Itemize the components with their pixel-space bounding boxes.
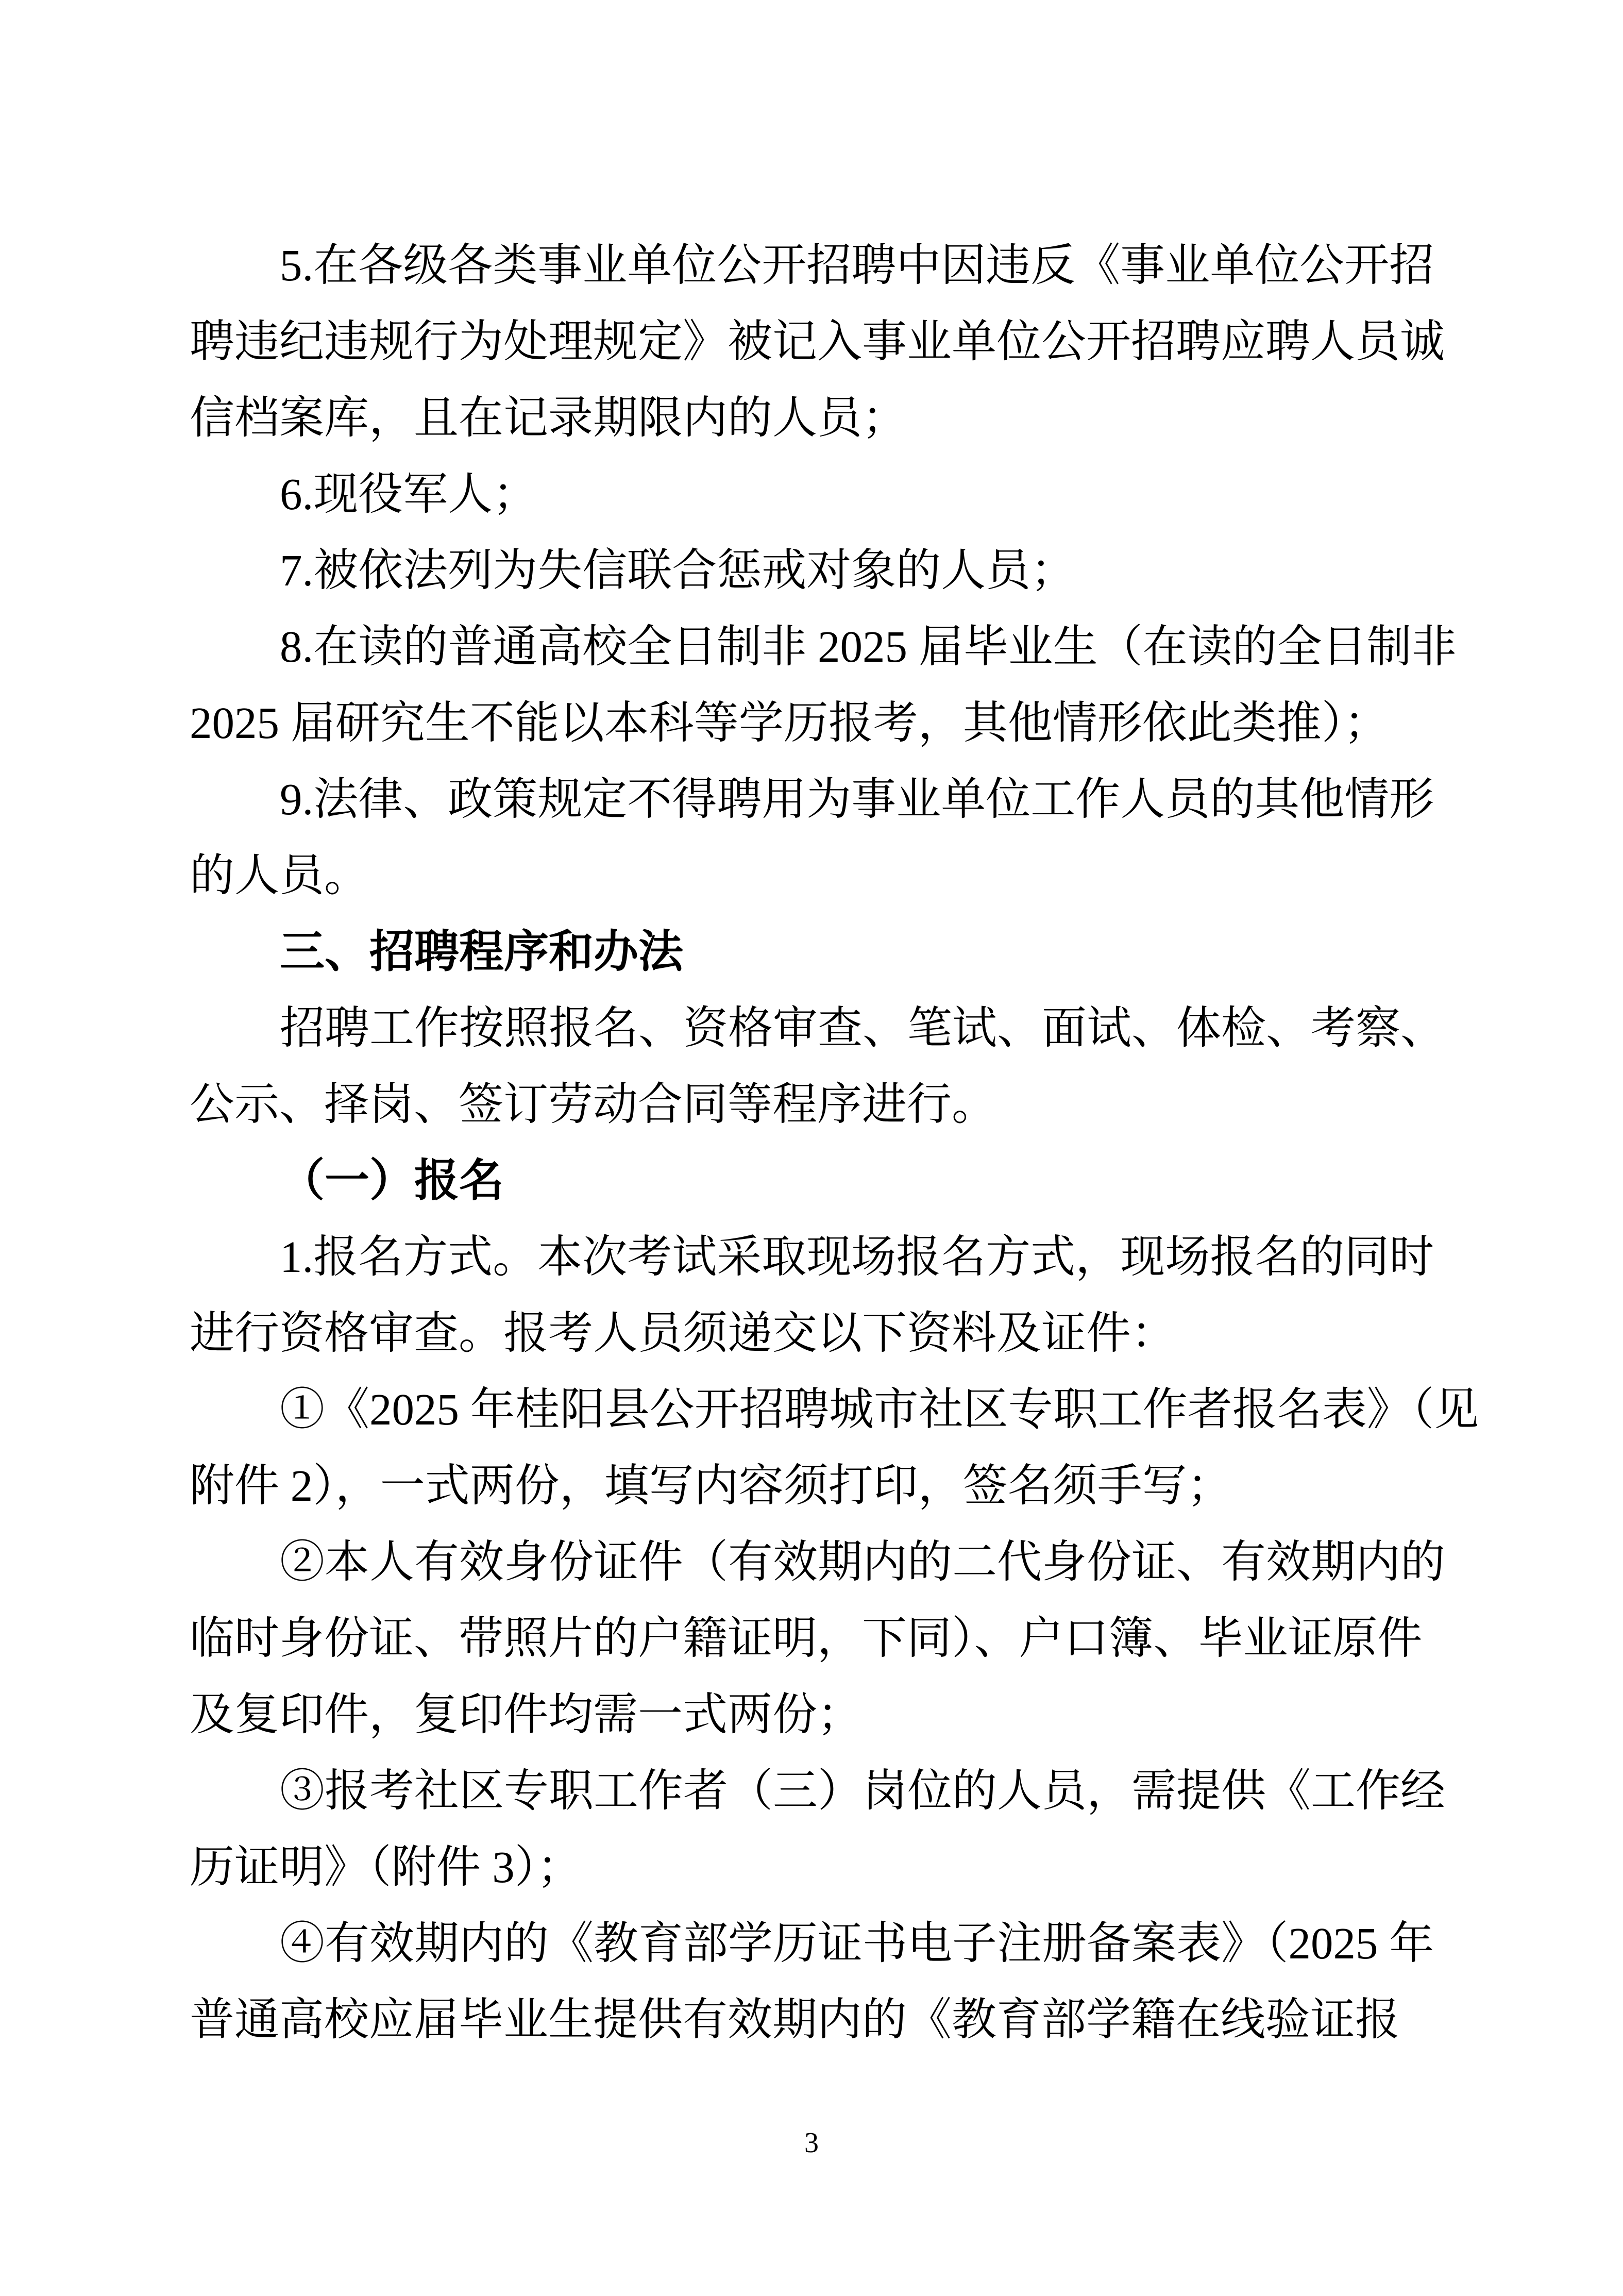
text-line: 普通高校应届毕业生提供有效期内的《教育部学籍在线验证报 xyxy=(190,1995,1400,2044)
text-line: 公示、择岗、签订劳动合同等程序进行。 xyxy=(190,1079,996,1129)
text-line: 临时身份证、带照片的户籍证明，下同）、户口簿、毕业证原件 xyxy=(190,1613,1423,1663)
text-line: 招聘工作按照报名、资格审查、笔试、面试、体检、考察、 xyxy=(280,1003,1445,1053)
text-line: 1.报名方式。本次考试采取现场报名方式，现场报名的同时 xyxy=(280,1232,1434,1282)
text-line: 8.在读的普通高校全日制非 2025 届毕业生（在读的全日制非 xyxy=(280,622,1457,672)
document-body xyxy=(190,227,1479,2058)
text-line: 6.现役军人； xyxy=(280,469,538,519)
text-line: ③报考社区专职工作者（三）岗位的人员，需提供《工作经 xyxy=(280,1766,1445,1816)
page-footer xyxy=(0,2127,1623,2158)
text-line: 历证明》（附件 3）； xyxy=(190,1842,582,1892)
text-line: 的人员。 xyxy=(190,850,369,900)
text-line: 附件 2），一式两份，填写内容须打印，签名须手写； xyxy=(190,1461,1232,1511)
text-line: 聘违纪违规行为处理规定》被记入事业单位公开招聘应聘人员诚 xyxy=(190,316,1445,366)
text-line: ②本人有效身份证件（有效期内的二代身份证、有效期内的 xyxy=(280,1537,1445,1587)
page-number: 3 xyxy=(804,2127,819,2159)
text-line: 2025 届研究生不能以本科等学历报考，其他情形依此类推）； xyxy=(190,698,1389,748)
text-line: 进行资格审查。报考人员须递交以下资料及证件： xyxy=(190,1308,1176,1358)
text-line: 及复印件，复印件均需一式两份； xyxy=(190,1689,862,1739)
text-line: 5.在各级各类事业单位公开招聘中因违反《事业单位公开招 xyxy=(280,240,1434,290)
text-line: 9.法律、政策规定不得聘用为事业单位工作人员的其他情形 xyxy=(280,774,1434,824)
section-heading: 三、招聘程序和办法 xyxy=(280,927,683,977)
text-line: ①《2025 年桂阳县公开招聘城市社区专职工作者报名表》（见 xyxy=(280,1384,1479,1434)
text-line: 7.被依法列为失信联合惩戒对象的人员； xyxy=(280,545,1076,595)
subsection-heading: （一）报名 xyxy=(280,1155,504,1205)
text-line: 信档案库，且在记录期限内的人员； xyxy=(190,393,907,443)
text-line: ④有效期内的《教育部学历证书电子注册备案表》（2025 年 xyxy=(280,1918,1434,1968)
